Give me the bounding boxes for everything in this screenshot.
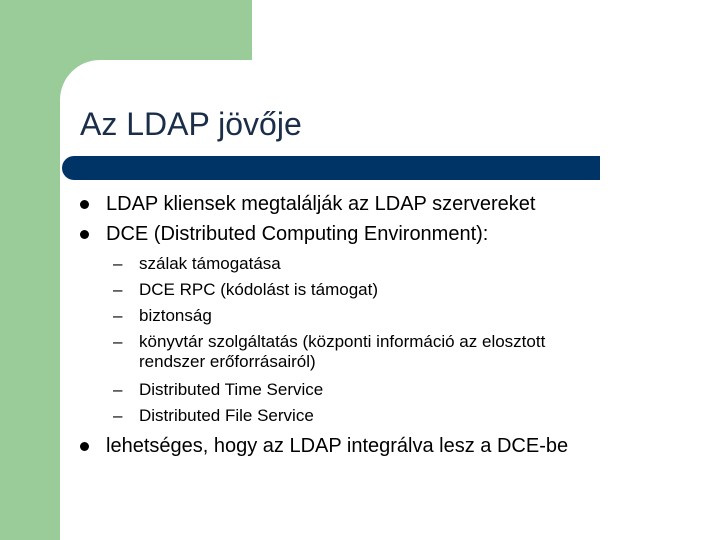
sub-bullet-text: Distributed Time Service — [139, 380, 324, 399]
dash-icon: – — [113, 406, 123, 425]
sub-bullet-text: könyvtár szolgáltatás (központi információ az elosztott — [139, 332, 546, 351]
slide-title: Az LDAP jövője — [80, 106, 302, 142]
sub-bullet-text: Distributed File Service — [139, 406, 314, 425]
bullet-dot-icon — [80, 230, 89, 239]
sub-bullet-text: rendszer erőforrásairól) — [139, 352, 316, 371]
dash-icon: – — [113, 280, 123, 299]
sub-bullet-text: biztonság — [139, 306, 212, 325]
dash-icon: – — [113, 306, 123, 325]
sub-bullet-text: DCE RPC (kódolást is támogat) — [139, 280, 379, 299]
title-rule-bar — [62, 156, 600, 180]
bullet-dot-icon — [80, 442, 89, 451]
dash-icon: – — [113, 332, 123, 351]
bullet-dot-icon — [80, 200, 89, 209]
bullet-text: DCE (Distributed Computing Environment): — [106, 223, 489, 245]
dash-icon: – — [113, 380, 123, 399]
decor-green-left — [0, 0, 60, 540]
dash-icon: – — [113, 254, 123, 273]
bullet-text: LDAP kliensek megtalálják az LDAP szervereket — [106, 193, 536, 215]
bullet-text: lehetséges, hogy az LDAP integrálva lesz a DCE-be — [106, 435, 569, 457]
sub-bullet-text: szálak támogatása — [139, 254, 281, 273]
